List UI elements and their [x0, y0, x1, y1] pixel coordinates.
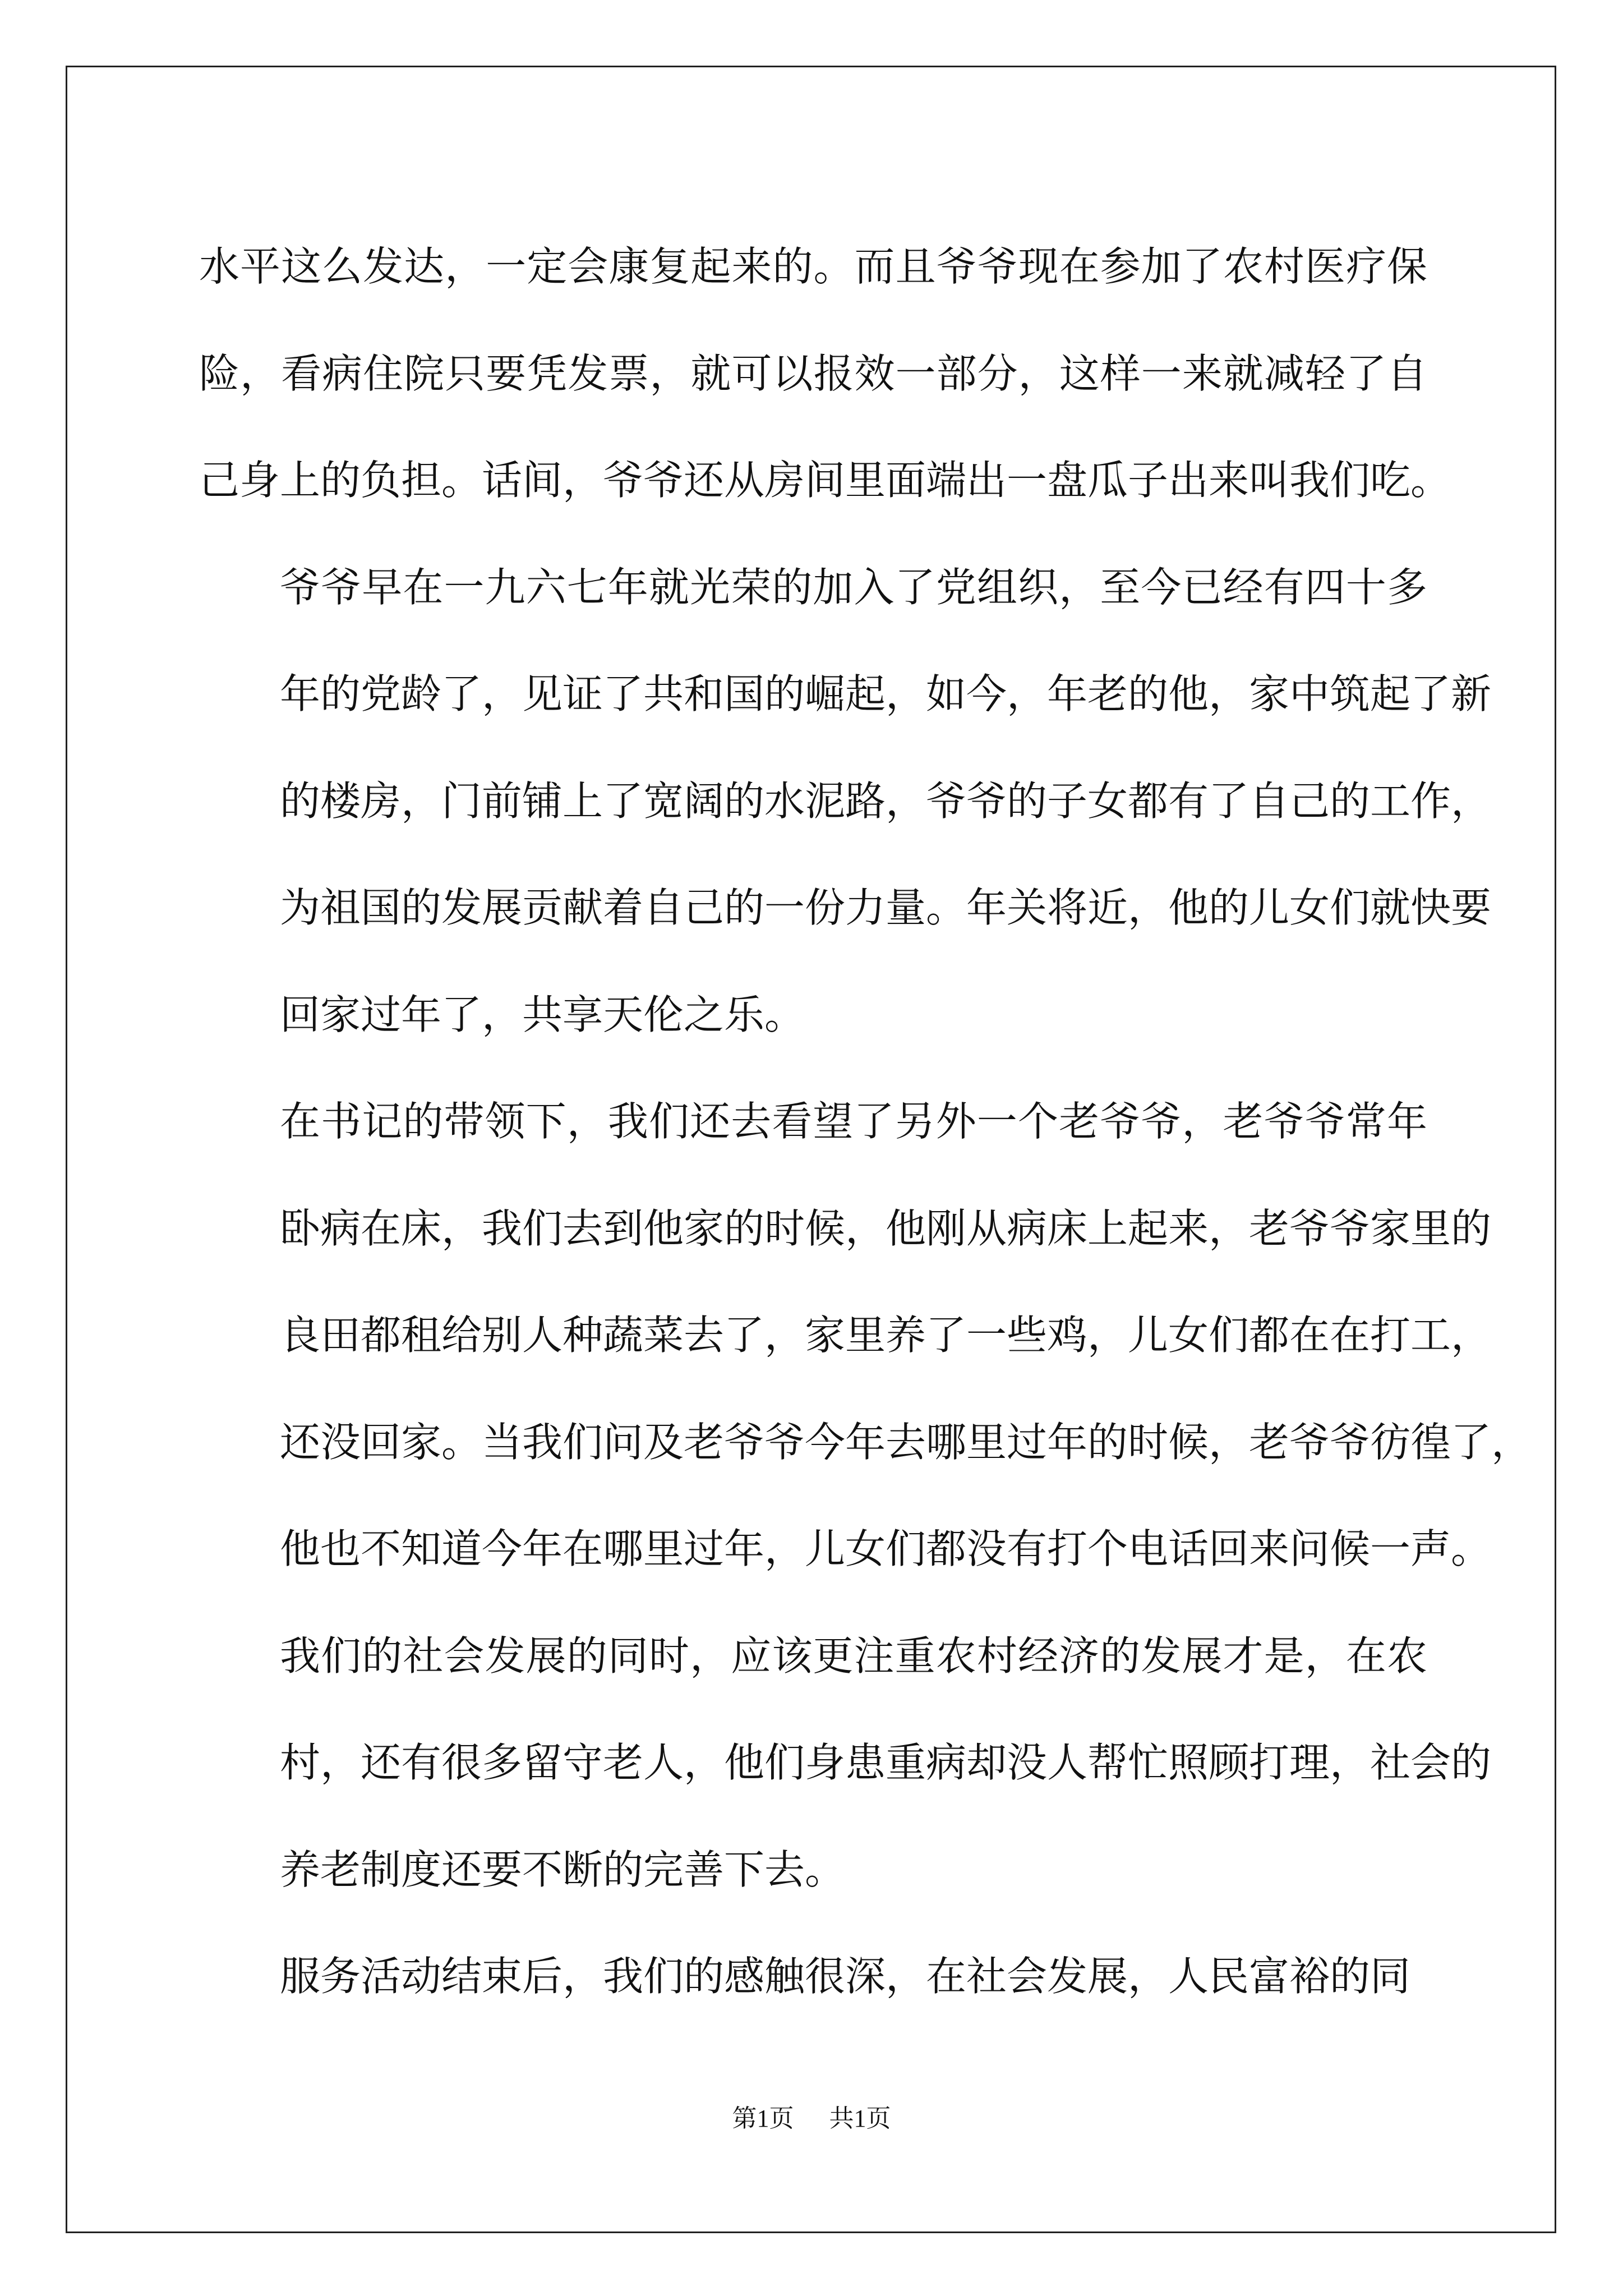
text-line: 爷爷早在一九六七年就光荣的加入了党组织，至今已经有四十多: [280, 563, 1427, 611]
text-line: 还没回家。当我们问及老爷爷今年去哪里过年的时候，老爷爷彷徨了，: [280, 1418, 1532, 1466]
text-line: 村，还有很多留守老人，他们身患重病却没人帮忙照顾打理，社会的: [280, 1739, 1492, 1786]
text-line: 年的党龄了，见证了共和国的崛起，如今，年老的他，家中筑起了新: [280, 670, 1492, 717]
page-number-total: 共1页: [829, 2105, 891, 2132]
text-line: 己身上的负担。话间，爷爷还从房间里面端出一盘瓜子出来叫我们吃。: [199, 457, 1451, 504]
text-line: 服务活动结束后，我们的感触很深，在社会发展，人民富裕的同: [280, 1953, 1411, 2000]
text-line: 卧病在床，我们去到他家的时候，他刚从病床上起来，老爷爷家里的: [280, 1204, 1492, 1252]
text-line: 他也不知道今年在哪里过年，儿女们都没有打个电话回来问候一声。: [280, 1525, 1492, 1572]
text-line: 养老制度还要不断的完善下去。: [280, 1846, 846, 1893]
document-body: [199, 213, 1532, 2030]
page-number-current: 第1页: [732, 2105, 794, 2132]
text-line: 险，看病住院只要凭发票，就可以报效一部分，这样一来就减轻了自: [199, 349, 1427, 397]
text-line: 良田都租给别人种蔬菜去了，家里养了一些鸡，儿女们都在在打工，: [280, 1312, 1492, 1359]
text-line: 水平这么发达，一定会康复起来的。而且爷爷现在参加了农村医疗保: [199, 243, 1427, 290]
text-line: 回家过年了，共享天伦之乐。: [280, 991, 805, 1038]
text-line: 在书记的带领下，我们还去看望了另外一个老爷爷，老爷爷常年: [280, 1098, 1427, 1145]
paragraph-3: [199, 1068, 1532, 1603]
text-line: 的楼房，门前铺上了宽阔的水泥路，爷爷的子女都有了自己的工作，: [280, 777, 1492, 825]
paragraph-5: [199, 1923, 1427, 2030]
text-line: 为祖国的发展贡献着自己的一份力量。年关将近，他的儿女们就快要: [280, 884, 1492, 931]
paragraph-1: [199, 213, 1451, 534]
paragraph-2: [199, 534, 1492, 1069]
paragraph-4: [199, 1603, 1492, 1924]
text-line: 我们的社会发展的同时，应该更注重农村经济的发展才是，在农: [280, 1632, 1427, 1680]
page-footer: [0, 2098, 1623, 2134]
